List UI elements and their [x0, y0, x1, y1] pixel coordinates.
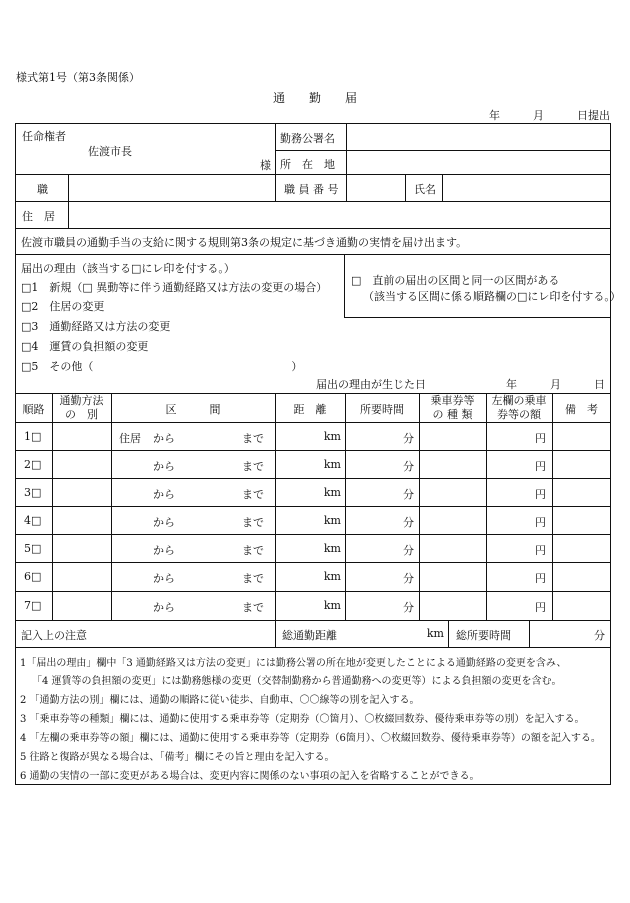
route-time-unit: 分 [403, 516, 414, 529]
line [15, 254, 611, 255]
office-name-label: 勤務公署名 [280, 132, 335, 145]
line [15, 647, 611, 648]
route-time-unit: 分 [403, 432, 414, 445]
route-order-checkbox: 6□ [24, 570, 42, 583]
route-time-unit: 分 [403, 544, 414, 557]
line [275, 150, 611, 151]
location-label: 所 在 地 [280, 158, 335, 171]
line [345, 393, 346, 620]
page-title: 通 勤 届 [272, 91, 357, 105]
line [15, 450, 611, 451]
address-label: 住 居 [22, 210, 55, 223]
col-header-remarks: 備 考 [565, 403, 598, 416]
route-order-checkbox: 1□ [24, 430, 42, 443]
route-from-label: から [153, 601, 175, 614]
note-item: 6 通勤の実情の一部に変更がある場合は、変更内容に関係のない事項の記入を省略することができる。 [20, 771, 480, 782]
same-section-note: （該当する区間に係る順路欄の□にレ印を付する。） [363, 290, 621, 303]
line [15, 506, 611, 507]
line [486, 393, 487, 620]
staff-number-label: 職 員 番 号 [284, 183, 339, 196]
declaration-text: 佐渡市職員の通勤手当の支給に関する規則第3条の規定に基づき通勤の実情を届け出ます。 [21, 236, 468, 249]
route-time-unit: 分 [403, 488, 414, 501]
route-from-label: から [153, 460, 175, 473]
route-from-label: から [153, 432, 175, 445]
route-time-unit: 分 [403, 572, 414, 585]
route-amount-unit: 円 [535, 601, 546, 614]
line [448, 620, 449, 647]
col-header-time: 所要時間 [360, 403, 404, 416]
route-distance-unit: km [323, 570, 341, 583]
submit-date: 年 月 日提出 [489, 109, 610, 122]
route-time-unit: 分 [403, 601, 414, 614]
name-label: 氏名 [414, 183, 436, 196]
form-number: 様式第1号（第3条関係） [16, 71, 140, 84]
occurrence-date: 年 月 日 [506, 378, 605, 391]
occurrence-label: 届出の理由が生じた日 [316, 378, 426, 391]
appointer-label: 任命権者 [22, 130, 66, 143]
same-section-checkbox[interactable]: □ 直前の届出の区間と同一の区間がある [351, 274, 560, 287]
note-item: 「4 運賃等の負担額の変更」には勤務態様の変更（交替制勤務から普通勤務への変更等）による負担額の変更を含む。 [32, 676, 562, 687]
col-header-ticket-type: 乗車券等 の 種 類 [430, 394, 475, 421]
line [552, 393, 553, 620]
col-header-ticket-amount: 左欄の乗車 券等の額 [491, 394, 547, 421]
route-distance-unit: km [323, 599, 341, 612]
total-distance-label: 総通勤距離 [282, 629, 337, 642]
line [346, 123, 347, 201]
route-to-label: まで [242, 488, 264, 501]
route-time-unit: 分 [403, 460, 414, 473]
route-amount-unit: 円 [535, 572, 546, 585]
route-distance-unit: km [323, 514, 341, 527]
line [15, 591, 611, 592]
line [52, 393, 53, 620]
route-order-checkbox: 4□ [24, 514, 42, 527]
route-to-label: まで [242, 572, 264, 585]
line [15, 620, 611, 621]
route-to-label: まで [242, 601, 264, 614]
route-order-checkbox: 2□ [24, 458, 42, 471]
route-order-checkbox: 7□ [24, 599, 42, 612]
total-time-label: 総所要時間 [456, 629, 511, 642]
route-to-label: まで [242, 544, 264, 557]
line [275, 123, 276, 201]
route-from-label: から [153, 544, 175, 557]
total-time-unit: 分 [594, 629, 605, 642]
note-item: 3 「乗車券等の種類」欄には、通勤に使用する乗車券等（定期券（〇箇月）、〇枚綴回数券、優待乗車券等の別）を記入する。 [20, 714, 585, 725]
line [275, 393, 276, 647]
route-from-label: から [153, 516, 175, 529]
route-from-label: から [153, 572, 175, 585]
col-header-distance: 距 離 [293, 403, 327, 416]
route-distance-unit: km [323, 542, 341, 555]
reason-item[interactable]: □4 運賃の負担額の変更 [21, 340, 149, 353]
route-to-label: まで [242, 432, 264, 445]
note-item: 2 「通勤方法の別」欄には、通勤の順路に従い徒歩、自動車、〇〇線等の別を記入する。 [20, 695, 420, 706]
line [15, 562, 611, 563]
reason-item[interactable]: □3 通勤経路又は方法の変更 [21, 320, 171, 333]
route-amount-unit: 円 [535, 460, 546, 473]
note-item: 1「届出の理由」欄中「3 通勤経路又は方法の変更」には勤務公署の所在地が変更したことによる通勤経路の変更を含み、 [20, 658, 567, 669]
reason-item[interactable]: □5 その他（ ） [21, 360, 303, 373]
route-to-label: まで [242, 460, 264, 473]
line [15, 174, 611, 175]
route-from-home: 住居 [119, 432, 141, 445]
line [405, 174, 406, 201]
route-amount-unit: 円 [535, 516, 546, 529]
sama-label: 様 [260, 159, 271, 172]
line [111, 393, 112, 620]
line [15, 534, 611, 535]
reasons-heading: 届出の理由（該当する□にレ印を付する。） [21, 262, 235, 275]
route-distance-unit: km [323, 486, 341, 499]
col-header-method: 通勤方法 の 別 [59, 394, 104, 421]
route-from-label: から [153, 488, 175, 501]
appointer-name: 佐渡市長 [88, 145, 132, 158]
route-distance-unit: km [323, 458, 341, 471]
route-amount-unit: 円 [535, 488, 546, 501]
route-amount-unit: 円 [535, 432, 546, 445]
line [15, 478, 611, 479]
line [442, 174, 443, 201]
route-amount-unit: 円 [535, 544, 546, 557]
line [529, 620, 530, 647]
note-item: 5 往路と復路が異なる場合は、「備考」欄にその旨と理由を記入する。 [20, 752, 335, 763]
route-order-checkbox: 5□ [24, 542, 42, 555]
note-item: 4 「左欄の乗車券等の額」欄には、通勤に使用する乗車券等（定期券（6箇月）、〇枚綴回数券、優待乗車券等）の額を記入する。 [20, 733, 601, 744]
line [68, 174, 69, 228]
position-label: 職 [37, 183, 48, 196]
line [344, 254, 345, 317]
line [419, 393, 420, 620]
line [15, 422, 611, 423]
col-header-order: 順路 [22, 403, 45, 416]
route-order-checkbox: 3□ [24, 486, 42, 499]
reason-item[interactable]: □1 新規（□ 異動等に伴う通勤経路又は方法の変更の場合） [21, 281, 328, 294]
line [15, 228, 611, 229]
total-distance-unit: km [426, 627, 444, 640]
line [15, 201, 611, 202]
route-to-label: まで [242, 516, 264, 529]
reason-item[interactable]: □2 住居の変更 [21, 300, 105, 313]
route-distance-unit: km [323, 430, 341, 443]
line [344, 317, 611, 318]
col-header-section: 区 間 [165, 403, 221, 416]
notes-label: 記入上の注意 [21, 629, 87, 642]
